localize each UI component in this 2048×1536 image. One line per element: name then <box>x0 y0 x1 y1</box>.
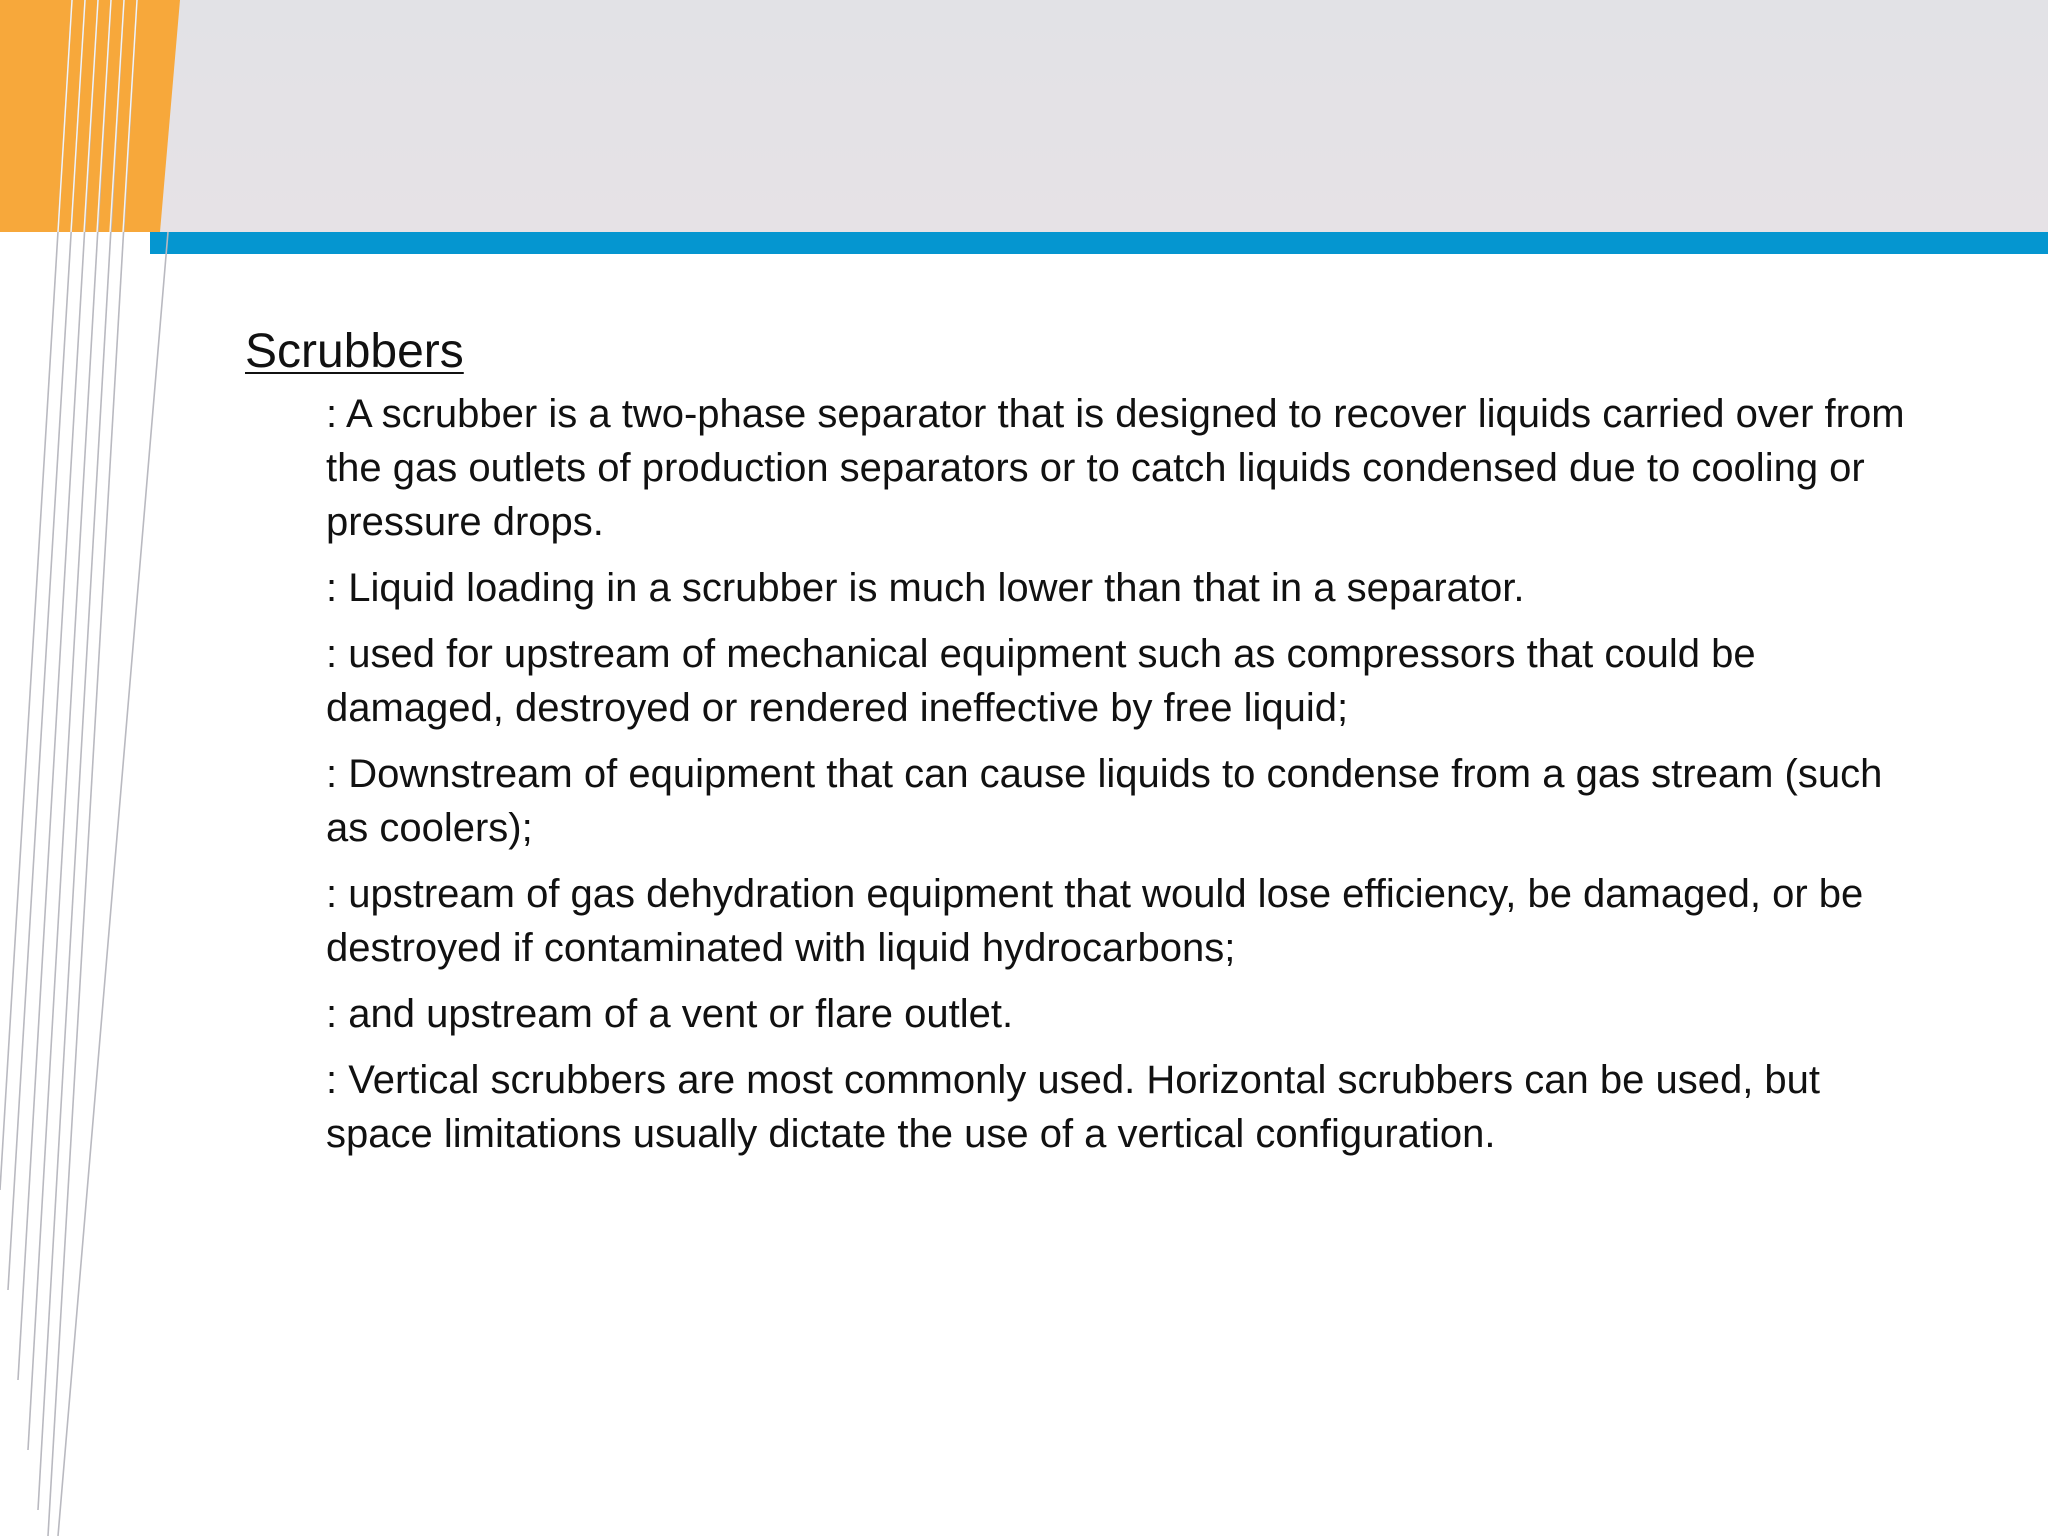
bullet-item: : and upstream of a vent or flare outlet. <box>326 992 1014 1036</box>
bullet-item: : Vertical scrubbers are most commonly used. Horizontal scrubbers can be used, but space limitations usually dictate the use of a vertical configuration. <box>326 1058 1821 1156</box>
decorative-corner-lines <box>0 0 200 1536</box>
bullet-item: : used for upstream of mechanical equipment such as compressors that could be damaged, destroyed or rendered ineffective by free liquid; <box>326 632 1756 730</box>
bullet-item: : upstream of gas dehydration equipment that would lose efficiency, be damaged, or be destroyed if contaminated with liquid hydrocarbons; <box>326 872 1864 970</box>
bullet-list <box>245 387 1905 1161</box>
bullet-item: : Downstream of equipment that can cause liquids to condense from a gas stream (such as coolers); <box>326 752 1883 850</box>
accent-bar <box>150 232 2048 254</box>
orange-block <box>0 0 180 232</box>
slide-content <box>245 318 1905 1173</box>
bullet-item: : Liquid loading in a scrubber is much lower than that in a separator. <box>326 566 1525 610</box>
section-title: Scrubbers <box>245 325 464 378</box>
bullet-item: : A scrubber is a two-phase separator that is designed to recover liquids carried over from the gas outlets of production separators or to catch liquids condensed due to cooling or pressure drops. <box>326 392 1905 544</box>
header-band <box>0 0 2048 232</box>
